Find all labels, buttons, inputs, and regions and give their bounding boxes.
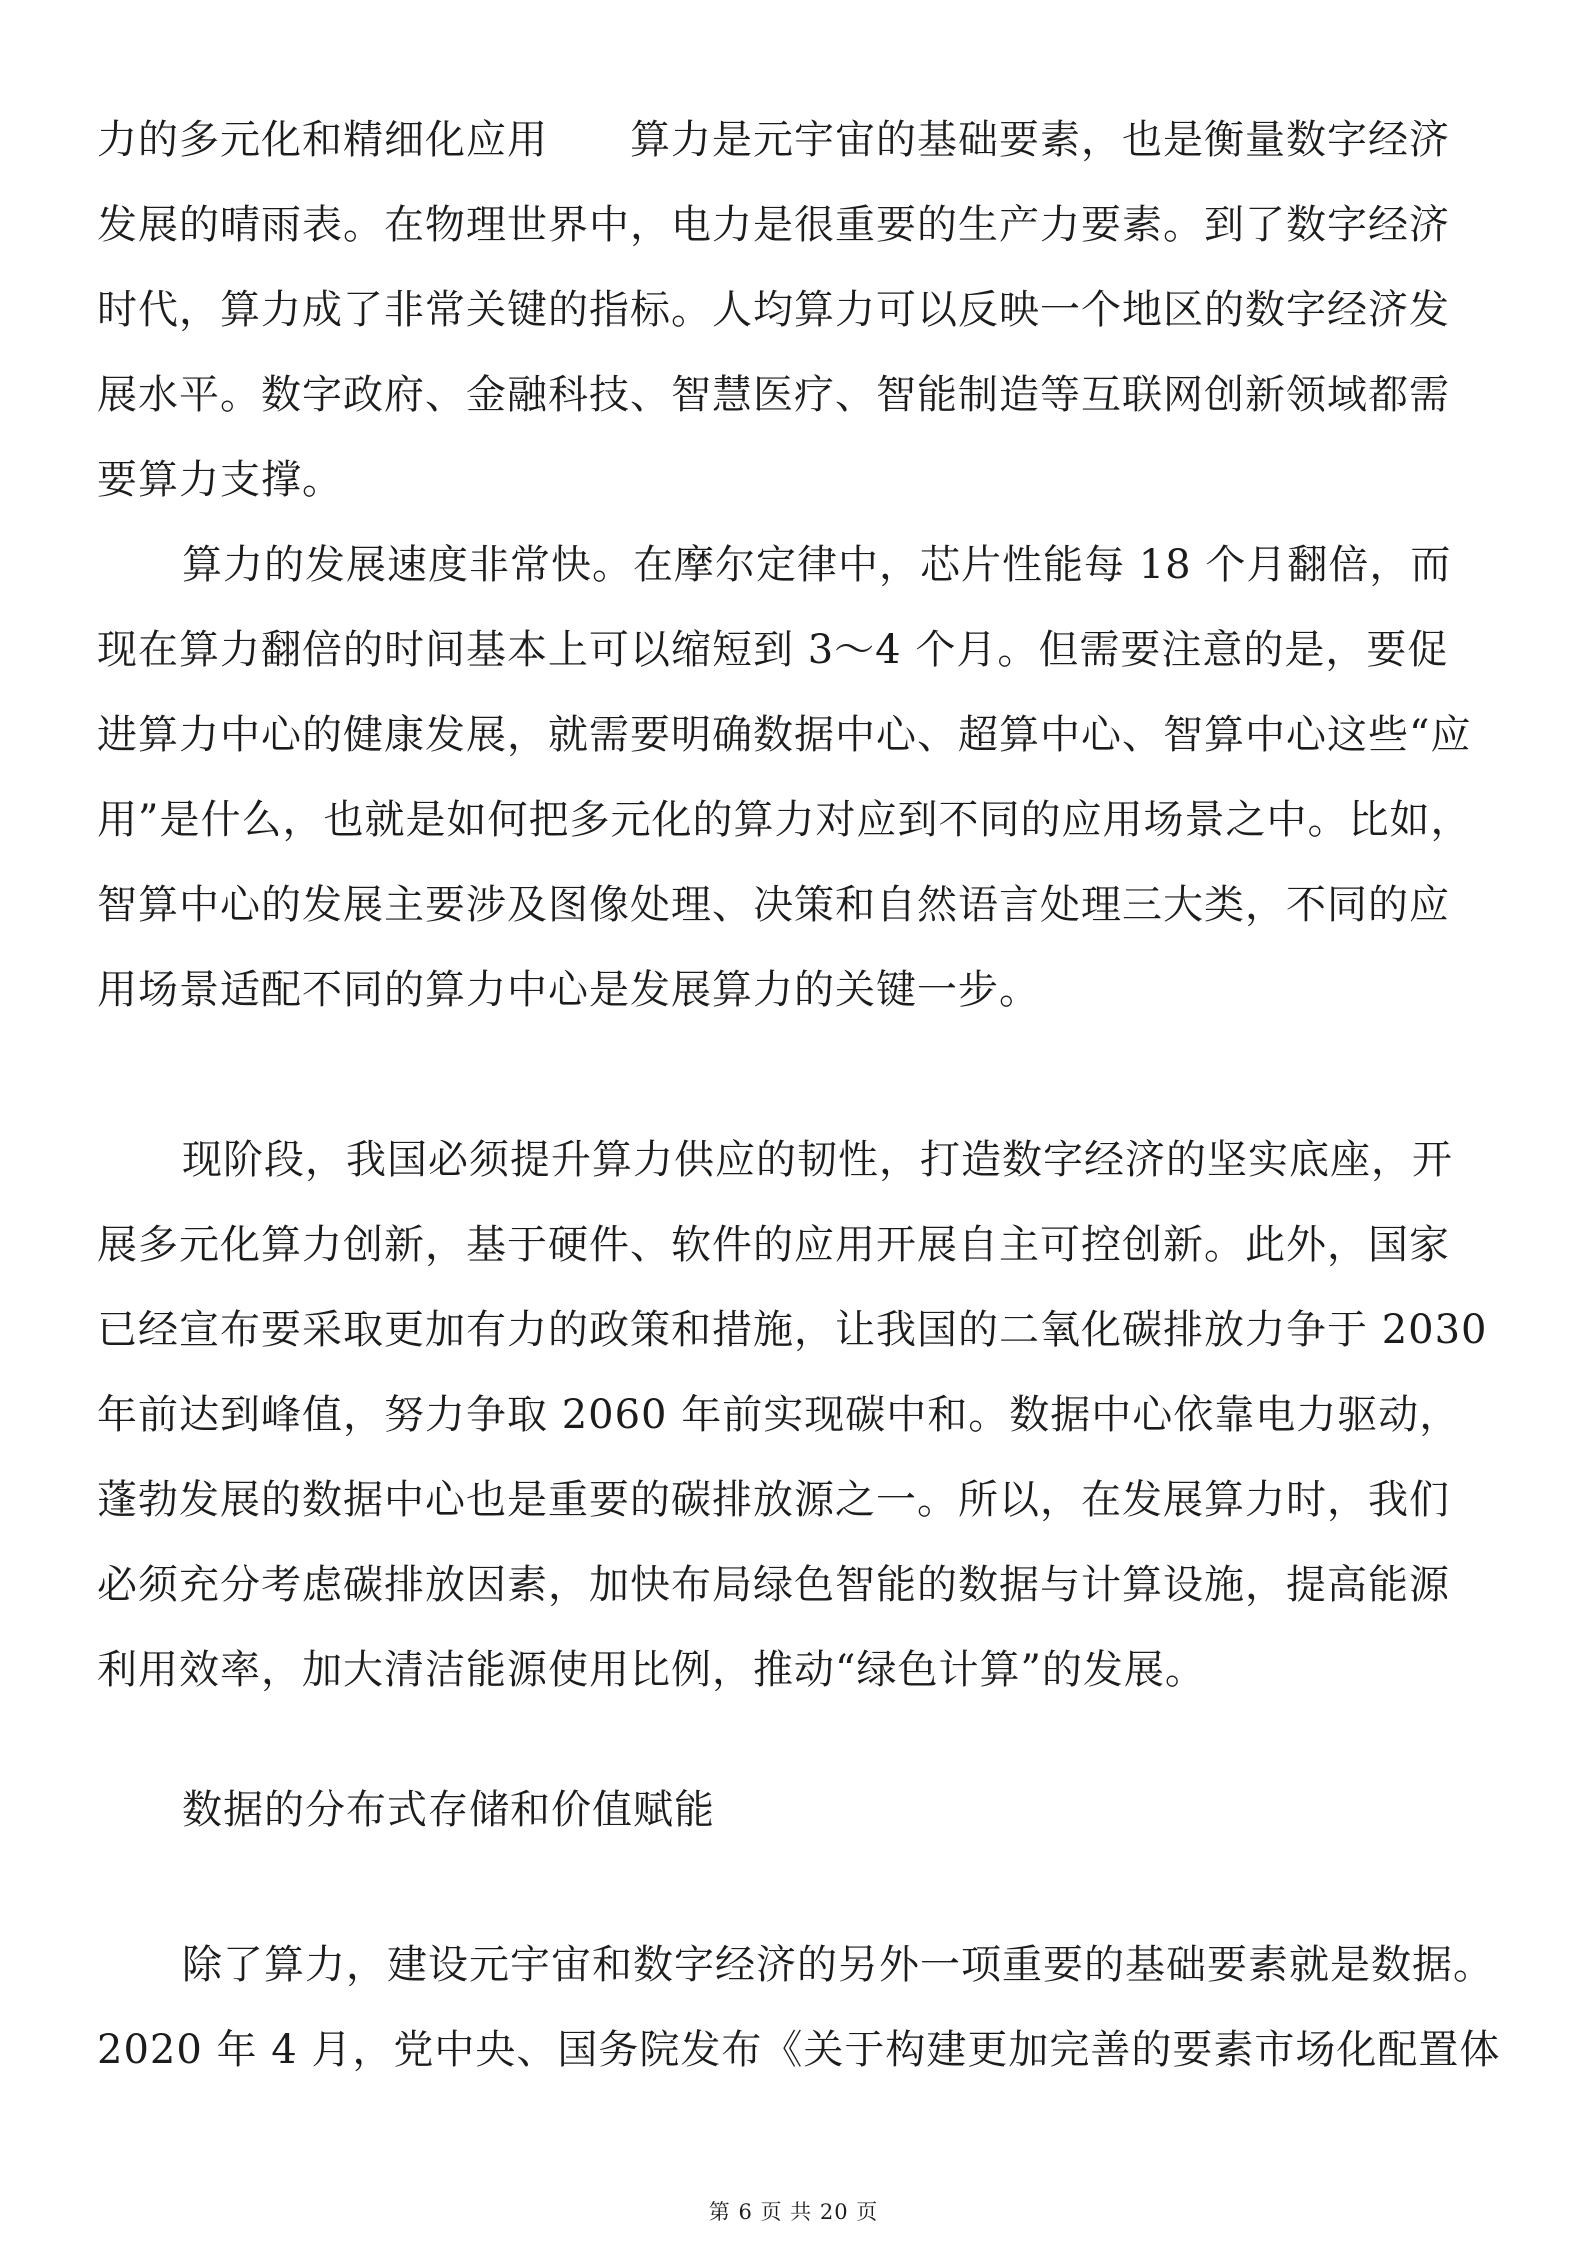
paragraph-line: 展水平。数字政府、金融科技、智慧医疗、智能制造等互联网创新领域都需 [97, 372, 1450, 418]
paragraph-line: 用场景适配不同的算力中心是发展算力的关键一步。 [97, 967, 1040, 1013]
page-footer: 第 6 页 共 20 页 [708, 2200, 879, 2224]
paragraph-line: 用”是什么，也就是如何把多元化的算力对应到不同的应用场景之中。比如， [97, 797, 1472, 843]
paragraph-line: 必须充分考虑碳排放因素，加快布局绿色智能的数据与计算设施，提高能源 [97, 1562, 1450, 1608]
paragraph-line: 现阶段，我国必须提升算力供应的韧性，打造数字经济的坚实底座，开 [182, 1137, 1453, 1183]
paragraph-line: 2020 年 4 月，党中央、国务院发布《关于构建更加完善的要素市场化配置体 [97, 2027, 1501, 2073]
paragraph-line: 蓬勃发展的数据中心也是重要的碳排放源之一。所以，在发展算力时，我们 [97, 1477, 1450, 1523]
paragraph-line: 进算力中心的健康发展，就需要明确数据中心、超算中心、智算中心这些“应 [97, 712, 1472, 758]
paragraph-line: 要算力支撑。 [97, 457, 343, 503]
paragraph-line: 发展的晴雨表。在物理世界中，电力是很重要的生产力要素。到了数字经济 [97, 202, 1450, 248]
paragraph-line: 利用效率，加大清洁能源使用比例，推动“绿色计算”的发展。 [97, 1647, 1206, 1693]
paragraph-line: 除了算力，建设元宇宙和数字经济的另外一项重要的基础要素就是数据。 [182, 1942, 1494, 1988]
paragraph-line: 时代，算力成了非常关键的指标。人均算力可以反映一个地区的数字经济发 [97, 287, 1450, 333]
paragraph-line: 展多元化算力创新，基于硬件、软件的应用开展自主可控创新。此外，国家 [97, 1222, 1450, 1268]
paragraph-line: 智算中心的发展主要涉及图像处理、决策和自然语言处理三大类，不同的应 [97, 882, 1450, 928]
paragraph-line: 年前达到峰值，努力争取 2060 年前实现碳中和。数据中心依靠电力驱动， [97, 1392, 1461, 1438]
section-heading: 数据的分布式存储和价值赋能 [182, 1787, 715, 1833]
paragraph-line: 力的多元化和精细化应用 算力是元宇宙的基础要素，也是衡量数字经济 [97, 117, 1450, 163]
paragraph-line: 算力的发展速度非常快。在摩尔定律中，芯片性能每 18 个月翻倍，而 [182, 542, 1452, 588]
paragraph-line: 已经宣布要采取更加有力的政策和措施，让我国的二氧化碳排放力争于 2030 [97, 1307, 1488, 1353]
paragraph-line: 现在算力翻倍的时间基本上可以缩短到 3～4 个月。但需要注意的是，要促 [97, 627, 1449, 673]
